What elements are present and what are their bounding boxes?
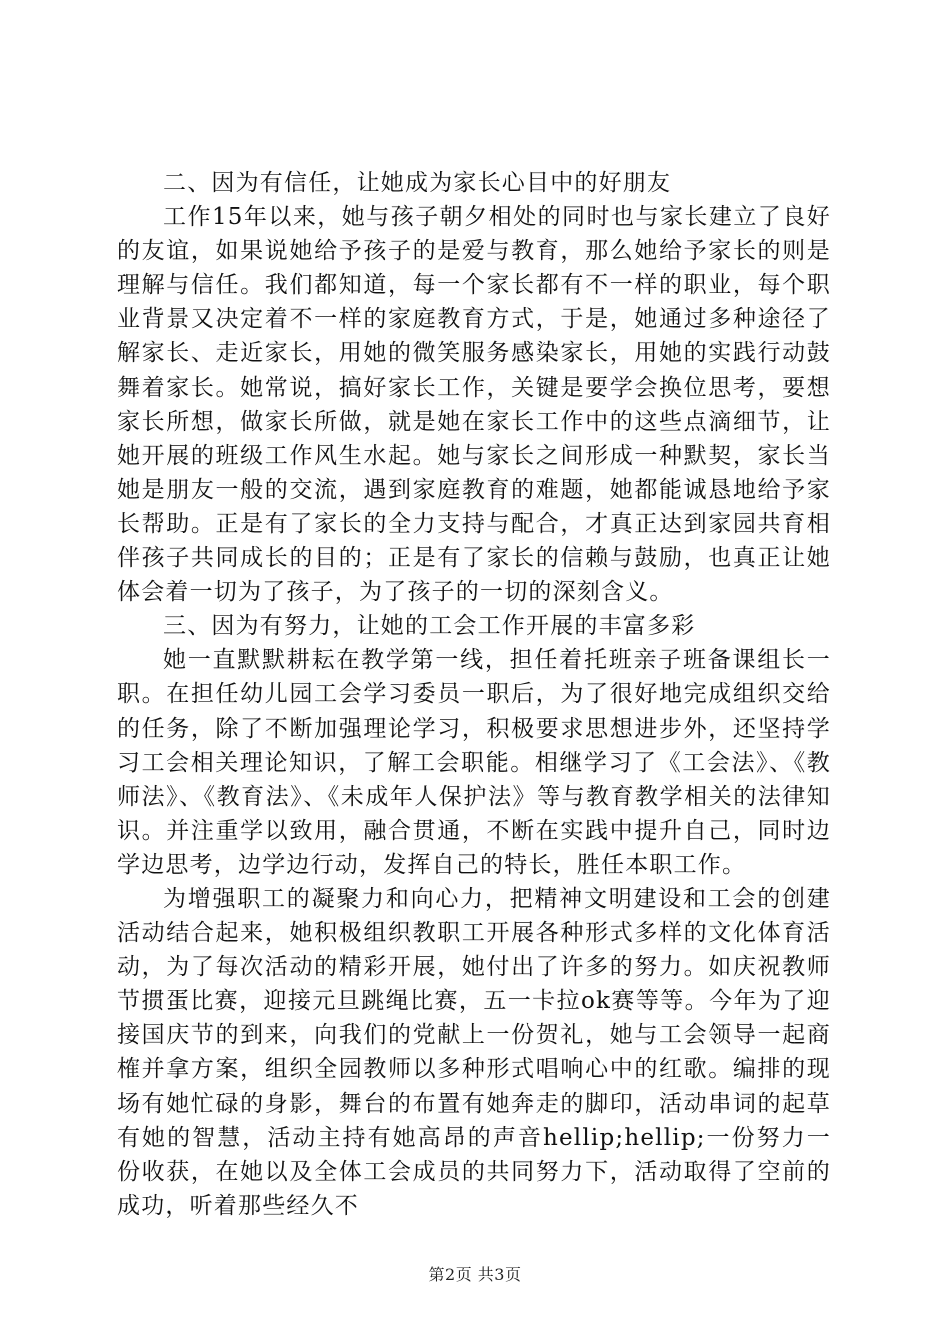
section-3-paragraph-1: 她一直默默耕耘在教学第一线，担任着托班亲子班备课组长一职。在担任幼儿园工会学习委员一职后，为了很好地完成组织交给的任务，除了不断加强理论学习，积极要求思想进步外，还坚持学习工会相关理论知识，了解工会职能。相继学习了《工会法》、《教师法》、《教育法》、《未成年人保护法》等与教育教学相关的法律知识。并注重学以致用，融合贯通，不断在实践中提升自己，同时边学边思考，边学边行动，发挥自己的特长，胜任本职工作。 [117,647,831,878]
section-3-paragraph-2: 为增强职工的凝聚力和向心力，把精神文明建设和工会的创建活动结合起来，她积极组织教职工开展各种形式多样的文化体育活动，为了每次活动的精彩开展，她付出了许多的努力。如庆祝教师节掼蛋比赛，迎接元旦跳绳比赛，五一卡拉ok赛等等。今年为了迎接国庆节的到来，向我们的党献上一份贺礼，她与工会领导一起商榷并拿方案，组织全园教师以多种形式唱响心中的红歌。编排的现场有她忙碌的身影，舞台的布置有她奔走的脚印，活动串词的起草有她的智慧，活动主持有她高昂的声音hellip;hellip;一份努力一份收获，在她以及全体工会成员的共同努力下，活动取得了空前的成功，听着那些经久不 [117,885,831,1219]
section-3-heading: 三、因为有努力，让她的工会工作开展的丰富多彩 [163,613,696,640]
section-2-paragraph: 工作15年以来，她与孩子朝夕相处的同时也与家长建立了良好的友谊，如果说她给予孩子的是爱与教育，那么她给予家长的则是理解与信任。我们都知道，每一个家长都有不一样的职业，每个职业背景又决定着不一样的家庭教育方式，于是，她通过多种途径了解家长、走近家长，用她的微笑服务感染家长，用她的实践行动鼓舞着家长。她常说，搞好家长工作，关键是要学会换位思考，要想家长所想，做家长所做，就是她在家长工作中的这些点滴细节，让她开展的班级工作风生水起。她与家长之间形成一种默契，家长当她是朋友一般的交流，遇到家庭教育的难题，她都能诚恳地给予家长帮助。正是有了家长的全力支持与配合，才真正达到家园共育相伴孩子共同成长的目的；正是有了家长的信赖与鼓励，也真正让她体会着一切为了孩子，为了孩子的一切的深刻含义。 [117,204,831,606]
section-2-heading: 二、因为有信任，让她成为家长心目中的好朋友 [163,170,672,196]
page-number-footer: 第2页 共3页 [428,1265,522,1284]
page-body [117,166,831,1223]
